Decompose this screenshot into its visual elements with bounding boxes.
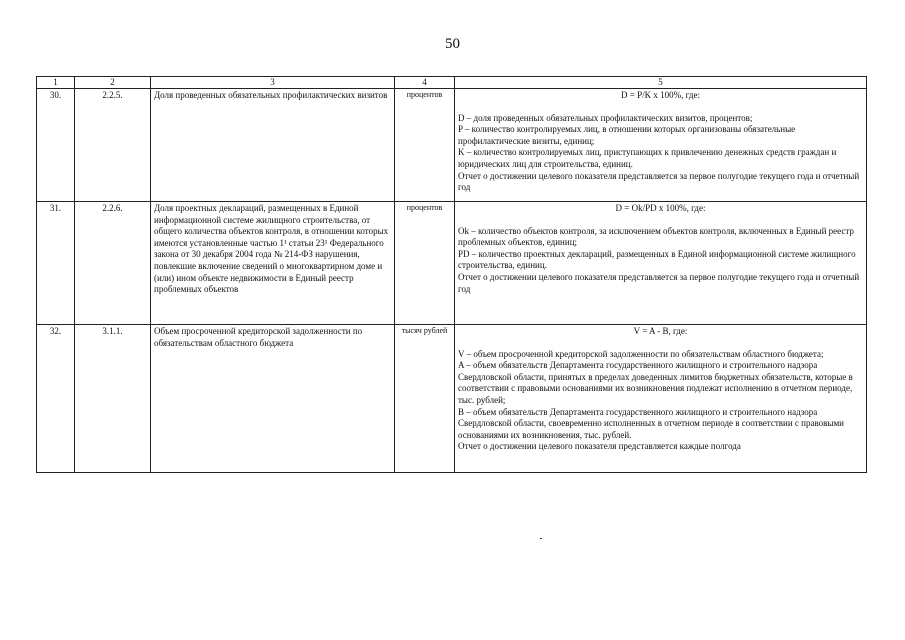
explanation-line: Отчет о достижении целевого показателя представляется за первое полугодие текущего года и отчетный год (458, 271, 860, 294)
header-cell: 3 (151, 77, 395, 89)
formula: D = Ok/PD x 100%, где: (615, 203, 706, 213)
explanation-line: P – количество контролируемых лиц, в отношении которых организованы обязательные профилактические визиты, единиц; (458, 124, 796, 146)
row-code: 2.2.6. (75, 202, 151, 325)
formula: V = A - B, где: (633, 326, 688, 336)
table-row (37, 89, 867, 202)
indicator-unit: процентов (395, 89, 455, 202)
table-row (37, 202, 867, 325)
explanation-line: Отчет о достижении целевого показателя представляется каждые полгода (458, 441, 741, 452)
explanation-line: V – объем просроченной кредиторской задолженности по обязательствам областного бюджета; (458, 348, 824, 359)
row-number: 30. (37, 89, 75, 202)
explanation-line: A – объем обязательств Департамента государственного жилищного и строительного надзора Свердловской области, принятых в пределах доведенных лимитов бюджетных обязательств, которые в соответствии с правовыми основаниями их возникновения подлежат исполнению в отчетном периоде, тыс. рублей; (458, 360, 853, 405)
explanation-line: D – доля проведенных обязательных профилактических визитов, процентов; (458, 112, 753, 123)
indicator-name: Доля проведенных обязательных профилактических визитов (151, 89, 395, 202)
explanation-line: Ok – количество объектов контроля, за исключением объектов контроля, включенных в Единый реестр проблемных объектов, единиц; (458, 225, 854, 248)
explanation-line: B – объем обязательств Департамента государственного жилищного и строительного надзора Свердловской области, своевременно исполненных в отчетном периоде в соответствии с правовыми основаниями их возникновения, тыс. рублей. (458, 406, 844, 440)
table-row (37, 325, 867, 473)
header-cell: 4 (395, 77, 455, 89)
indicator-unit: тысяч рублей (395, 325, 455, 473)
page-number: 50 (445, 36, 460, 52)
row-code: 3.1.1. (75, 325, 151, 473)
formula: D = P/K x 100%, где: (621, 90, 700, 100)
indicator-name: Доля проектных деклараций, размещенных в Единой информационной системе жилищного строительства, от общего количества объектов контроля, в отношении которых имеются установленные частью 1¹ статьи 23¹ Федерального закона от 30 декабря 2004 года № 214-ФЗ нарушения, повлекшие включение сведений о многоквартирном доме и (или) ином объекте недвижимости в Единый реестр проблемных объектов (151, 202, 395, 325)
header-cell: 1 (37, 77, 75, 89)
header-cell: 5 (455, 77, 867, 89)
row-number: 32. (37, 325, 75, 473)
indicator-method (455, 325, 867, 473)
scan-speck (540, 538, 542, 539)
explanation-line: PD – количество проектных деклараций, размещенных в Единой информационной системе жилищного строительства, единиц. (458, 248, 856, 271)
indicator-unit: процентов (395, 202, 455, 325)
header-row (37, 77, 867, 89)
indicator-method (455, 202, 867, 325)
indicators-table (36, 76, 867, 473)
explanation-line: Отчет о достижении целевого показателя представляется за первое полугодие текущего года и отчетный год (458, 170, 860, 193)
row-number: 31. (37, 202, 75, 325)
header-cell: 2 (75, 77, 151, 89)
row-code: 2.2.5. (75, 89, 151, 202)
indicator-name: Объем просроченной кредиторской задолженности по обязательствам областного бюджета (151, 325, 395, 473)
explanation-line: K – количество контролируемых лиц, приступающих к привлечению денежных средств граждан и юридических лиц для строительства, единиц. (458, 147, 837, 169)
indicator-method (455, 89, 867, 202)
